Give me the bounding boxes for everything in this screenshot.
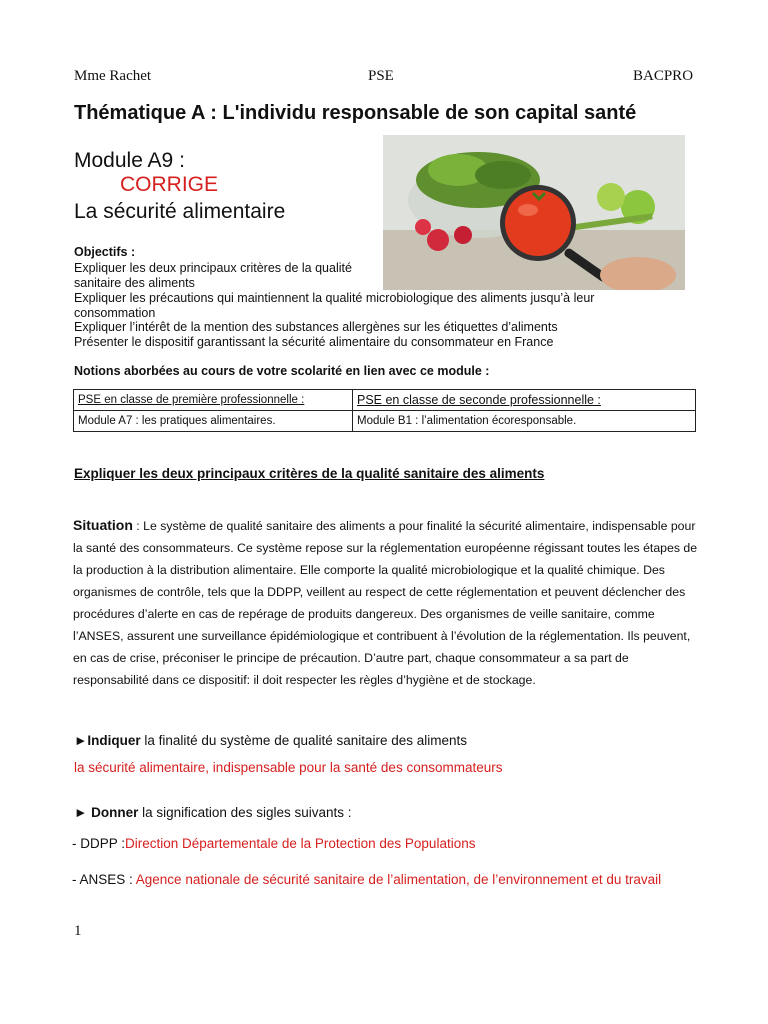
module-label: Module A9 : bbox=[74, 149, 185, 172]
table-cell: PSE en classe de première professionnelle : bbox=[74, 390, 353, 411]
objectif-line: Expliquer les deux principaux critères de la qualité bbox=[74, 261, 352, 275]
page-title: Thématique A : L'individu responsable de son capital santé bbox=[74, 102, 637, 124]
page-number: 1 bbox=[74, 923, 82, 939]
sigle-answer: Direction Départementale de la Protection des Populations bbox=[125, 836, 476, 851]
header-subject: PSE bbox=[368, 68, 394, 84]
question-verb: Donner bbox=[91, 805, 139, 820]
arrow-bullet-icon: ► bbox=[74, 733, 88, 748]
sigle-ddpp bbox=[72, 836, 475, 851]
arrow-bullet-icon: ► bbox=[74, 805, 92, 820]
header-level: BACPRO bbox=[633, 68, 694, 84]
situation-lead: Situation bbox=[73, 517, 133, 533]
situation-text: : Le système de qualité sanitaire des aliments a pour finalité la sécurité alimentaire, indispensable pour la santé des consommateurs. Ce système repose sur la réglementation européenne régissant toutes les étapes de la production à la distribution alimentaire. Elle comporte la qualité microbiologique et la qualité chimique. Des organismes de contrôle, tels que la DDPP, veillent au respect de cette réglementation et peuvent déclencher des procédures d’alerte en cas de repérage de produits dangereux. Des organismes de veille sanitaire, comme l’ANSES, assurent une surveillance épidémiologique et contribuent à l’évolution de la réglementation. Ils peuvent, en cas de crise, préconiser le principe de précaution. D’autre part, chaque consommateur a sa part de responsabilité dans ce dispositif: il doit respecter les règles d’hygiène et de stockage. bbox=[73, 519, 698, 687]
section-title: Expliquer les deux principaux critères de la qualité sanitaire des aliments bbox=[74, 466, 545, 481]
tomato-magnifier-image bbox=[383, 135, 685, 290]
objectif-line: Expliquer l’intérêt de la mention des substances allergènes sur les étiquettes d’aliments bbox=[74, 320, 558, 334]
objectifs-heading: Objectifs : bbox=[74, 245, 136, 259]
objectif-line: Présenter le dispositif garantissant la sécurité alimentaire du consommateur en France bbox=[74, 335, 554, 349]
question-verb: Indiquer bbox=[87, 733, 141, 748]
question-text: la finalité du système de qualité sanitaire des aliments bbox=[140, 733, 468, 748]
question-donner bbox=[74, 805, 351, 820]
sigle-anses bbox=[72, 872, 661, 887]
notions-table bbox=[73, 389, 696, 432]
question-text: la signification des sigles suivants : bbox=[138, 805, 352, 820]
objectif-line: sanitaire des aliments bbox=[74, 276, 195, 290]
situation-paragraph bbox=[73, 514, 703, 691]
sigle-prefix: - DDPP : bbox=[72, 836, 126, 851]
module-subject: La sécurité alimentaire bbox=[74, 200, 286, 223]
notions-heading: Notions aborbées au cours de votre scolarité en lien avec ce module : bbox=[74, 364, 490, 378]
table-row bbox=[74, 411, 696, 432]
sigle-prefix: - ANSES : bbox=[72, 872, 136, 887]
table-cell: Module B1 : l’alimentation écoresponsable. bbox=[353, 411, 696, 432]
photo-illustration bbox=[383, 135, 685, 290]
table-cell: Module A7 : les pratiques alimentaires. bbox=[74, 411, 353, 432]
sigle-answer: Agence nationale de sécurité sanitaire de l’alimentation, de l’environnement et du travail bbox=[135, 872, 662, 887]
objectif-line: consommation bbox=[74, 306, 156, 320]
question-indiquer bbox=[74, 733, 467, 748]
corrige-label: CORRIGE bbox=[120, 173, 219, 196]
table-row bbox=[74, 390, 696, 411]
header-author: Mme Rachet bbox=[74, 68, 152, 84]
objectif-line: Expliquer les précautions qui maintiennent la qualité microbiologique des aliments jusqu’à leur bbox=[74, 291, 595, 305]
table-cell: PSE en classe de seconde professionnelle : bbox=[353, 390, 696, 411]
answer-finalite: la sécurité alimentaire, indispensable pour la santé des consommateurs bbox=[74, 760, 503, 775]
